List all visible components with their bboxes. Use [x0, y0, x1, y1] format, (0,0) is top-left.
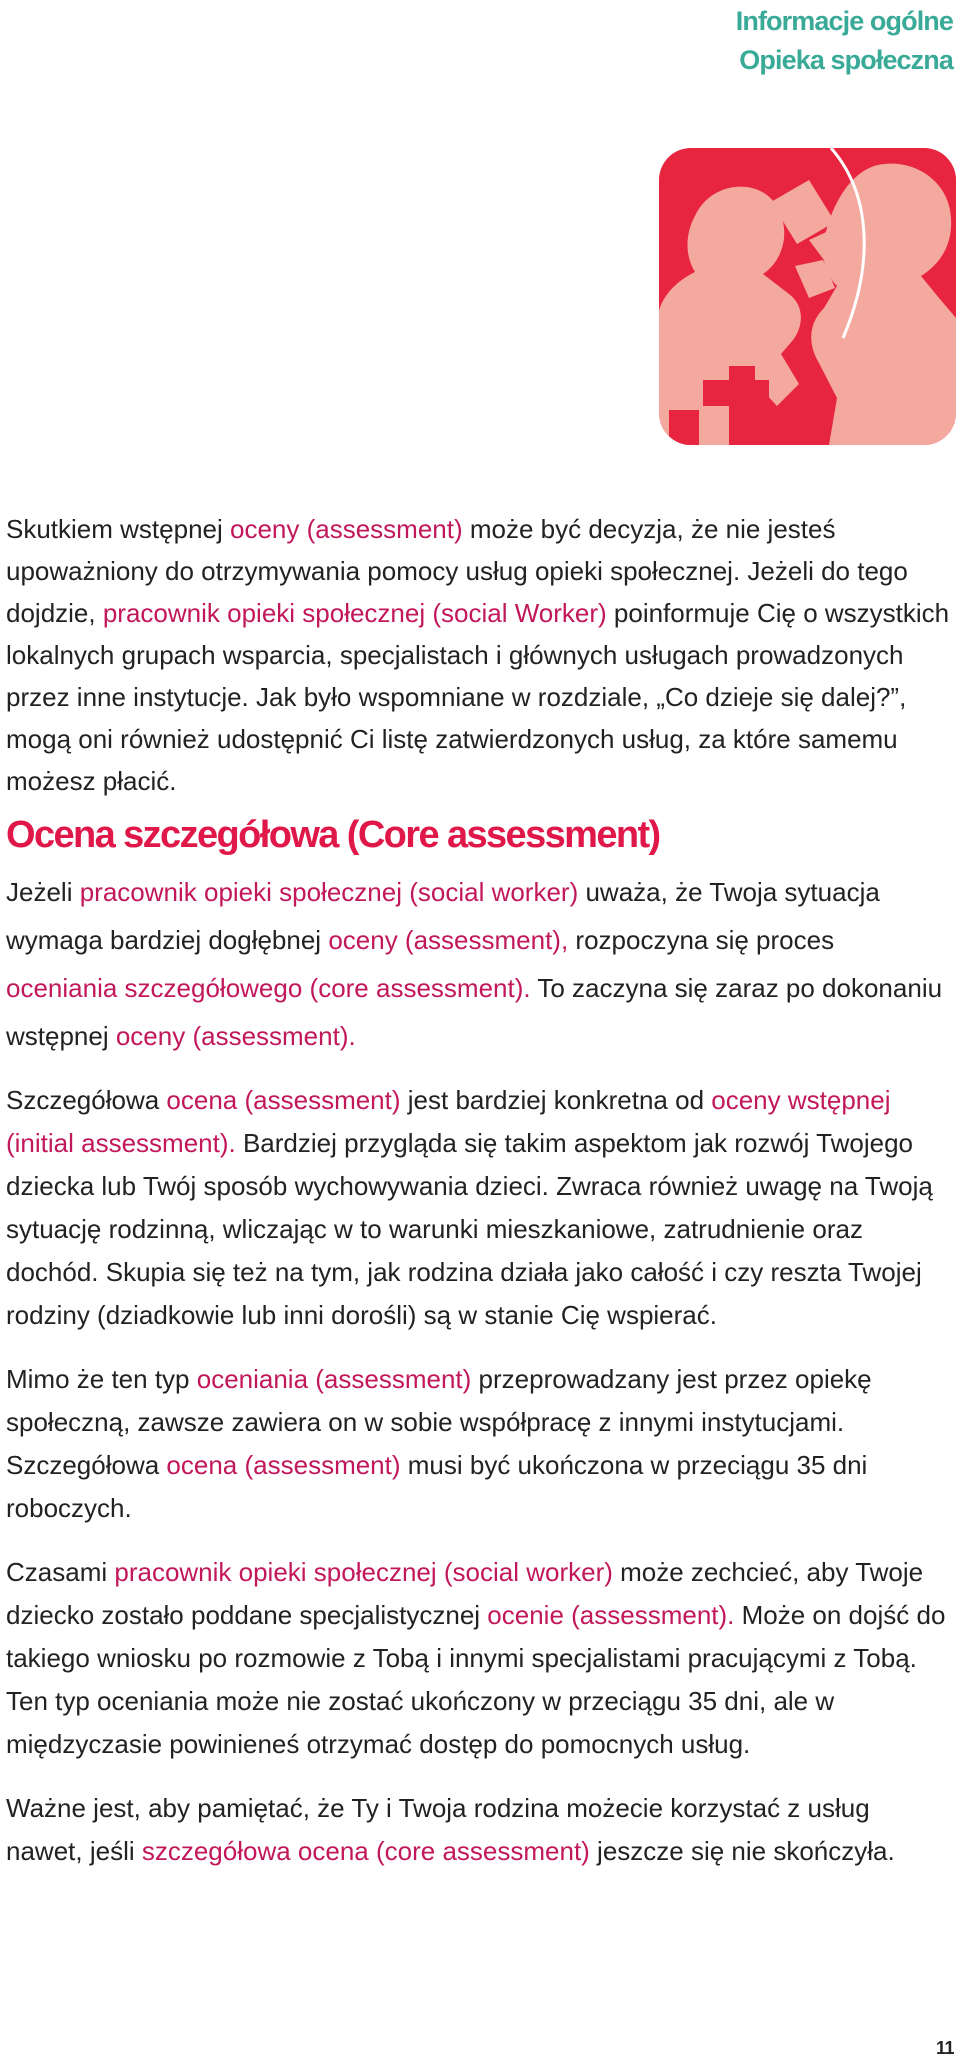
text-fragment: poinformuje Cię o wszystkich lokalnych grupach wsparcia, specjalistach i głównych usługach prowadzonych przez inne instytucje. Jak było wspomniane w rozdziale, „Co dzieje się dalej?”, mogą oni również udostępnić Ci listę zatwierdzonych usług, za które samemu możesz płacić. [6, 598, 950, 796]
highlighted-term: pracownik opieki społecznej (social worker) [114, 1557, 613, 1587]
highlighted-term: oceny (assessment) [229, 514, 463, 544]
highlighted-term: ocena (assessment) [166, 1450, 401, 1480]
highlighted-term: ocena (assessment) [166, 1085, 401, 1115]
highlighted-term: oceniania szczegółowego (core assessment). [6, 973, 531, 1003]
text-fragment: Szczegółowa [6, 1085, 167, 1115]
highlighted-term: oceny wstępnej (initial assessment). [6, 1085, 891, 1158]
text-fragment: uważa, że Twoja sytuacja wymaga bardziej dogłębnej [6, 877, 880, 955]
intro-paragraph [6, 508, 950, 802]
text-fragment: rozpoczyna się proces [568, 925, 835, 955]
timeline-paragraph [6, 1358, 950, 1530]
header-topic: Opieka społeczna [739, 45, 953, 75]
text-fragment: Może on dojść do takiego wniosku po rozmowie z Tobą i innymi specjalistami pracującymi z Tobą. Ten typ oceniania może nie zostać ukończony w przeciągu 35 dni, ale w międzyczasie powinieneś otrzymać dostęp do pomocnych usług. [6, 1600, 946, 1759]
parent-and-child-illustration-icon [659, 148, 956, 445]
highlighted-term: ocenie (assessment). [487, 1600, 735, 1630]
page-number: 11 [935, 2038, 954, 2058]
text-fragment: Bardziej przygląda się takim aspektom jak rozwój Twojego dziecka lub Twój sposób wychowywania dzieci. Zwraca również uwagę na Twoją sytuację rodzinną, wliczając w to warunki mieszkaniowe, zatrudnienie oraz dochód. Skupia się też na tym, jak rodzina działa jako całość i czy reszta Twojej rodziny (dziadkowie lub inni dorośli) są w stanie Cię wspierać. [6, 1128, 933, 1330]
text-fragment: jest bardziej konkretna od [400, 1085, 712, 1115]
text-fragment: może być decyzja, że nie jesteś upoważniony do otrzymywania pomocy usług opieki społecznej. Jeżeli do tego dojdzie, [6, 514, 908, 628]
text-fragment: może zechcieć, aby Twoje dziecko zostało poddane specjalistycznej [6, 1557, 924, 1630]
assessment-scope-paragraph [6, 1079, 950, 1337]
text-fragment: Ważne jest, aby pamiętać, że Ty i Twoja rodzina możecie korzystać z usług nawet, jeśli [6, 1793, 870, 1866]
text-fragment: To zaczyna się zaraz po dokonaniu wstępnej [6, 973, 943, 1051]
highlighted-term: pracownik opieki społecznej (social Worker) [102, 598, 607, 628]
highlighted-term: oceny (assessment). [115, 1021, 356, 1051]
text-fragment: jeszcze się nie skończyła. [589, 1836, 895, 1866]
specialist-assessment-paragraph [6, 1551, 950, 1766]
highlighted-term: pracownik opieki społecznej (social worker) [79, 877, 579, 907]
text-fragment: musi być ukończona w przeciągu 35 dni roboczych. [6, 1450, 868, 1523]
header-category: Informacje ogólne [735, 6, 953, 36]
section-header [736, 2, 953, 80]
text-fragment: Skutkiem wstępnej [6, 514, 230, 544]
closing-paragraph [6, 1787, 950, 1873]
text-fragment: przeprowadzany jest przez opiekę społeczną, zawsze zawiera on w sobie współpracę z innymi instytucjami. Szczegółowa [6, 1364, 872, 1480]
highlighted-term: oceny (assessment), [328, 925, 569, 955]
article-body [6, 508, 950, 1873]
text-fragment: Mimo że ten typ [6, 1364, 197, 1394]
highlighted-term: oceniania (assessment) [196, 1364, 472, 1394]
hero-illustration [659, 148, 956, 445]
text-fragment: Czasami [6, 1557, 115, 1587]
core-assessment-paragraph [6, 868, 950, 1060]
text-fragment: Jeżeli [6, 877, 80, 907]
section-heading: Ocena szczegółowa (Core assessment) [6, 814, 660, 856]
highlighted-term: szczegółowa ocena (core assessment) [141, 1836, 590, 1866]
